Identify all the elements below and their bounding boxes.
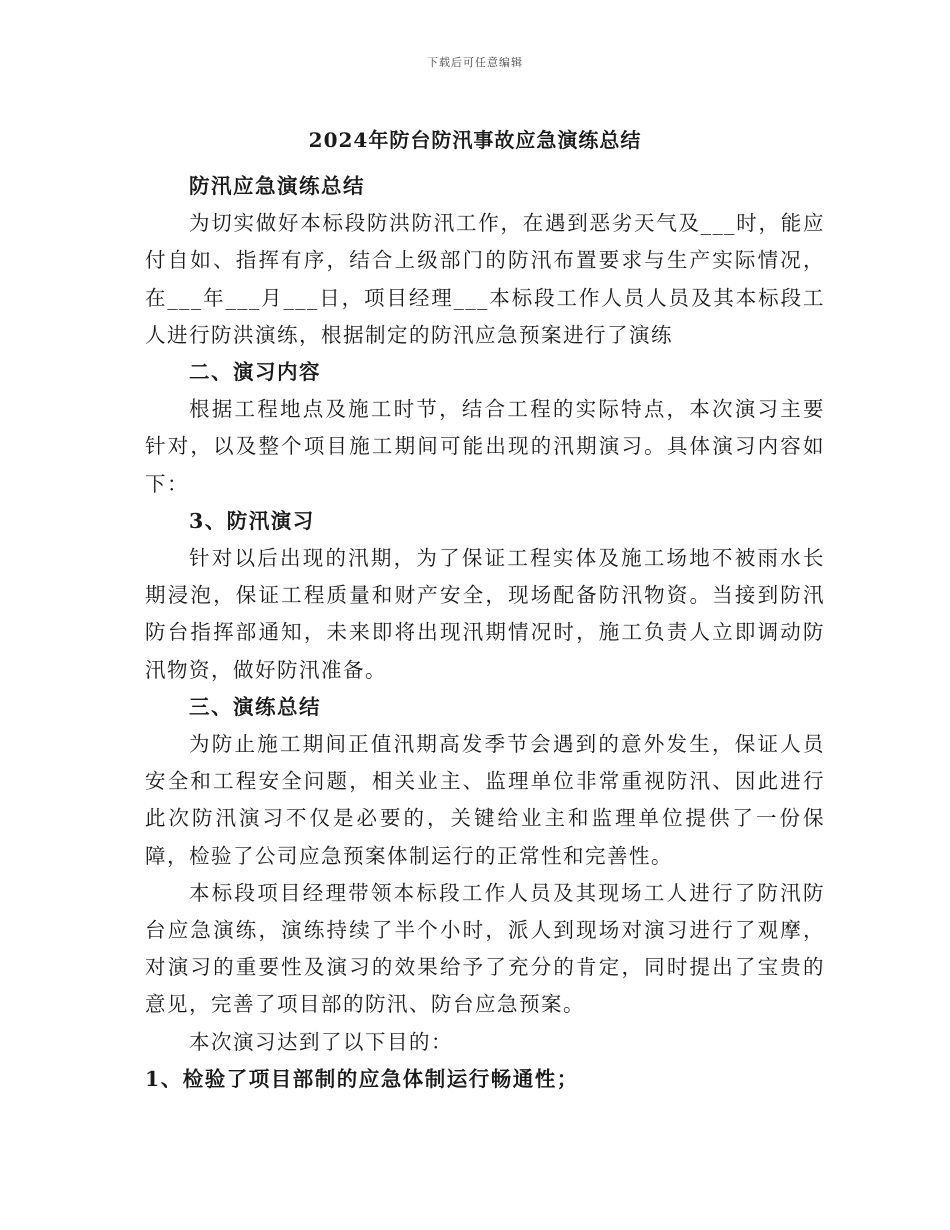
paragraph: 针对以后出现的汛期，为了保证工程实体及施工场地不被雨水长期浸泡，保证工程质量和财产安全，现场配备防汛物资。当接到防汛防台指挥部通知，未来即将出现汛期情况时，施工负责人立即调动防汛物资，做好防汛准备。: [145, 546, 825, 682]
paragraph: 本标段项目经理带领本标段工作人员及其现场工人进行了防汛防台应急演练，演练持续了半个小时，派人到现场对演习进行了观摩，对演习的重要性及演习的效果给予了充分的肯定，同时提出了宝贵的意见，完善了项目部的防汛、防台应急预案。: [145, 880, 825, 1017]
section-heading: 三、演练总结: [189, 694, 321, 719]
header-note: 下载后可任意编辑: [427, 56, 523, 69]
document-body: [145, 168, 825, 1098]
list-item: 1、检验了项目部制的应急体制运行畅通性；: [145, 1066, 579, 1091]
paragraph: 为防止施工期间正值汛期高发季节会遇到的意外发生，保证人员安全和工程安全问题，相关业主、监理单位非常重视防汛、因此进行此次防汛演习不仅是必要的，关键给业主和监理单位提供了一份保障，检验了公司应急预案体制运行的正常性和完善性。: [145, 732, 825, 868]
document-title: 2024年防台防汛事故应急演练总结: [308, 128, 642, 152]
section-heading: 二、演习内容: [189, 360, 321, 385]
paragraph: 本次演习达到了以下目的：: [189, 1029, 453, 1054]
paragraph: 根据工程地点及施工时节，结合工程的实际特点，本次演习主要针对，以及整个项目施工期间可能出现的汛期演习。具体演习内容如下：: [145, 397, 825, 496]
paragraph: 为切实做好本标段防洪防汛工作，在遇到恶劣天气及___时，能应付自如、指挥有序，结合上级部门的防汛布置要求与生产实际情况，在___年___月___日，项目经理___本标段工作人员人员及其本标段工人进行防洪演练，根据制定的防汛应急预案进行了演练: [145, 211, 825, 347]
section-heading: 防汛应急演练总结: [189, 174, 365, 198]
section-heading: 3、防汛演习: [189, 508, 315, 533]
